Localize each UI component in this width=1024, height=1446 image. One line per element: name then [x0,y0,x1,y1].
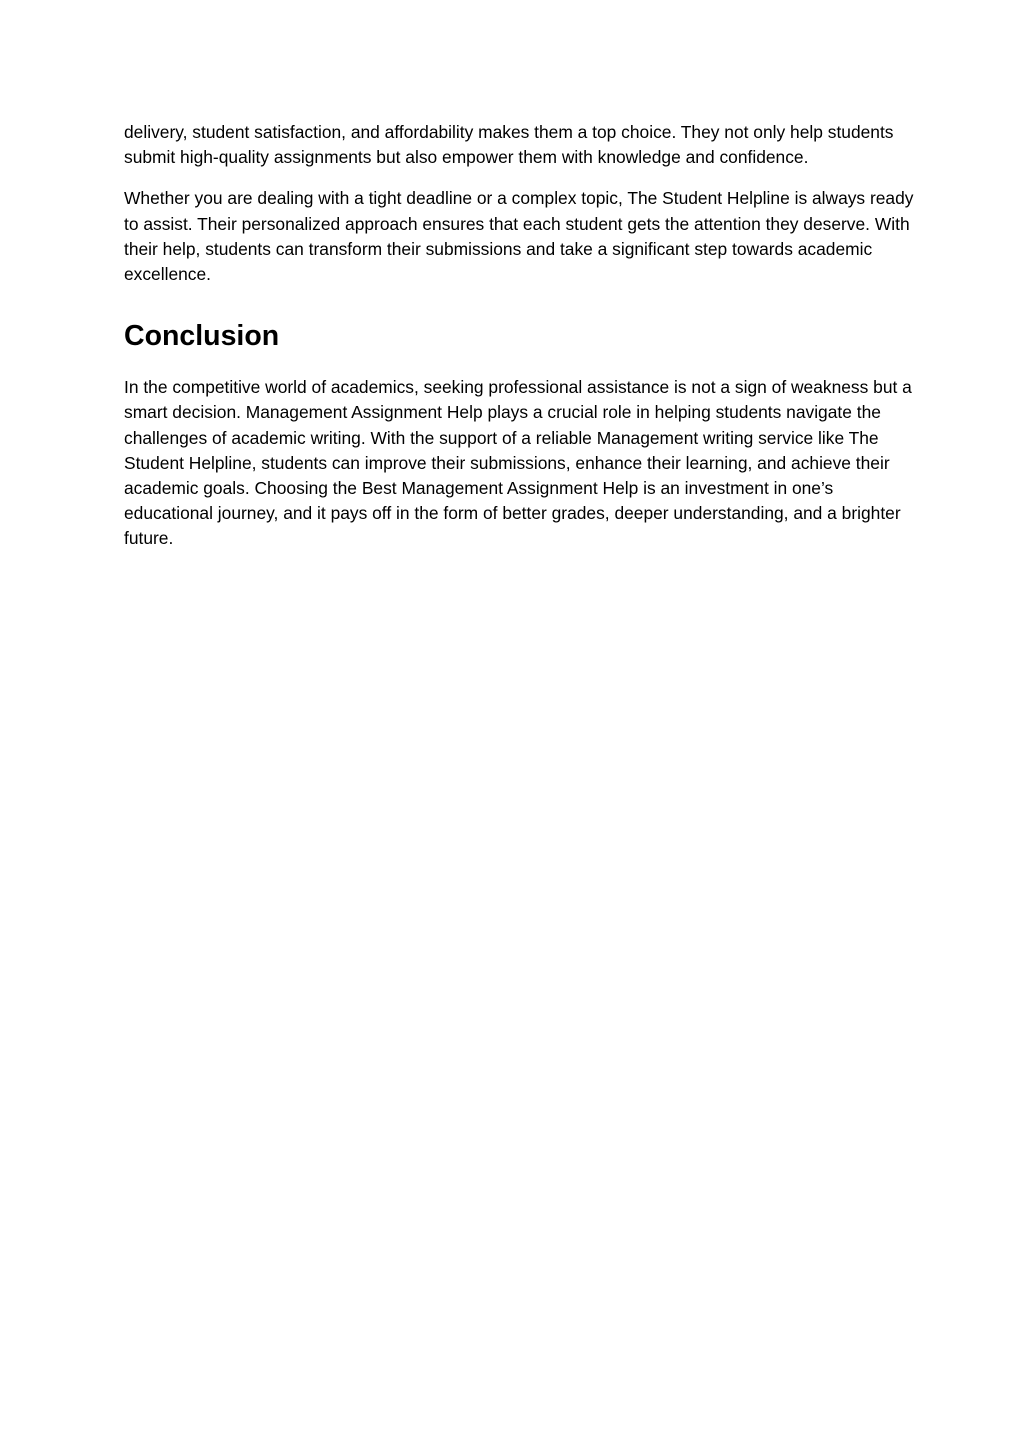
body-paragraph: delivery, student satisfaction, and affordability makes them a top choice. They not only help students submit high-quality assignments but also empower them with knowledge and confidence. [124,122,894,168]
section-heading: Conclusion [124,320,280,353]
body-paragraph: Whether you are dealing with a tight deadline or a complex topic, The Student Helpline is always ready to assist. Their personalized approach ensures that each student gets the attention they deserve. With their help, students can transform their submissions and take a significant step towards academic excellence. [124,188,914,285]
document-page [124,120,914,568]
body-paragraph: In the competitive world of academics, seeking professional assistance is not a sign of weakness but a smart decision. Management Assignment Help plays a crucial role in helping students navigate the challenges of academic writing. With the support of a reliable Management writing service like The Student Helpline, students can improve their submissions, enhance their learning, and achieve their academic goals. Choosing the Best Management Assignment Help is an investment in one’s educational journey, and it pays off in the form of better grades, deeper understanding, and a brighter future. [124,377,912,549]
